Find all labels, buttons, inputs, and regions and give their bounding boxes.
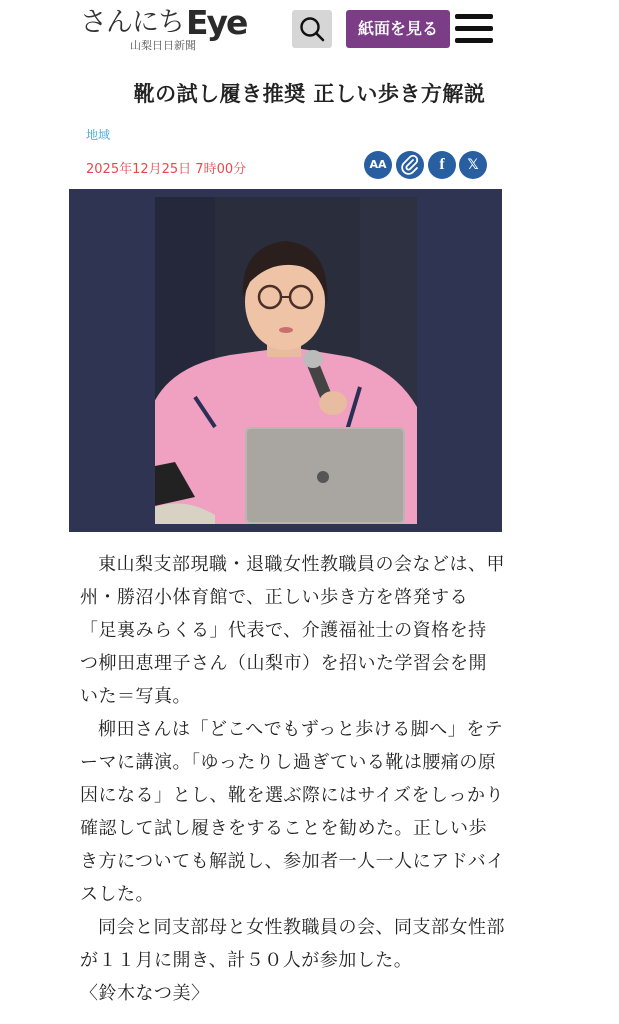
logo-eye-text: Eye [186, 3, 247, 42]
article-body [80, 548, 505, 1010]
publish-date: 2025年12月25日 7時00分 [86, 162, 247, 177]
article-paragraph: 柳田さんは「どこへでもずっと歩ける脚へ」をテーマに講演。「ゆったりし過ぎている靴は腰痛の原因になる」とし、靴を選ぶ際にはサイズをしっかり確認して試し履きをすることを勧めた。正しい歩き方についても解説し、参加者一人一人にアドバイスした。 [80, 719, 505, 905]
article-paragraph: 同会と同支部母と女性教職員の会、同支部女性部が１１月に開き、計５０人が参加した。 [80, 917, 505, 971]
facebook-share-icon[interactable]: f [428, 151, 456, 179]
article-signature: 〈鈴木なつ美〉 [80, 983, 210, 1004]
view-paper-button[interactable]: 紙面を見る [346, 10, 450, 48]
category-link[interactable]: 地域 [86, 128, 111, 142]
article-photo [69, 189, 502, 532]
site-logo[interactable] [80, 3, 260, 54]
logo-text: さんにち [80, 7, 184, 38]
photo-image [155, 197, 417, 524]
site-header [0, 0, 619, 62]
font-size-icon[interactable]: AA [364, 151, 392, 179]
article-title: 靴の試し履き推奨 正しい歩き方解説 [133, 82, 486, 106]
article-paragraph: 東山梨支部現職・退職女性教職員の会などは、甲州・勝沼小体育館で、正しい歩き方を啓発する「足裏みらくる」代表で、介護福祉士の資格を持つ柳田恵理子さん（山梨市）を招いた学習会を開いた＝写真。 [80, 554, 505, 707]
search-button[interactable] [292, 10, 332, 48]
hamburger-menu-icon[interactable] [455, 12, 493, 46]
speaker-photo-illustration [155, 197, 417, 524]
paperclip-icon [396, 151, 424, 179]
search-icon [299, 16, 325, 42]
logo-subtitle: 山梨日日新聞 [130, 39, 196, 52]
x-share-icon[interactable]: 𝕏 [459, 151, 487, 179]
link-icon[interactable] [396, 151, 424, 179]
